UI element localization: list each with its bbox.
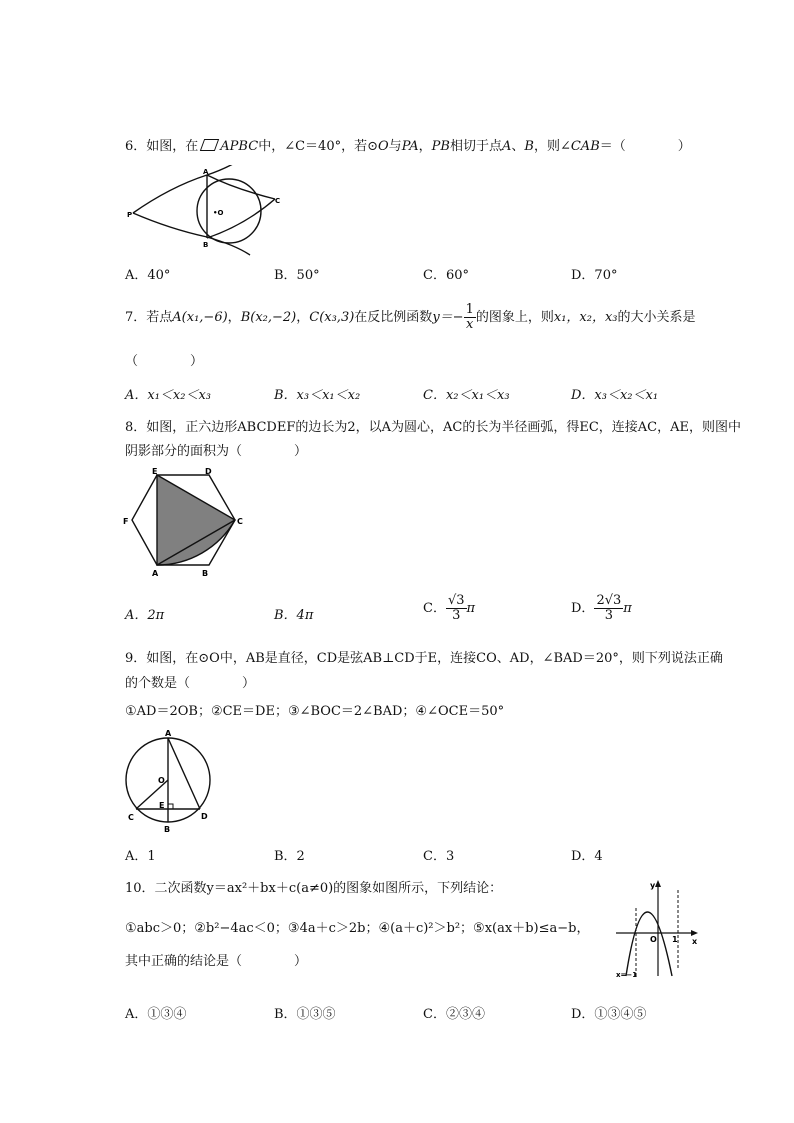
label-b: B bbox=[164, 825, 171, 834]
fraction-denominator: x bbox=[466, 317, 474, 332]
label-b: B bbox=[203, 241, 209, 249]
q6-option-b[interactable]: B．50° bbox=[274, 268, 320, 283]
parallelogram-icon bbox=[200, 139, 219, 151]
question-8-line1 bbox=[125, 416, 741, 435]
q10-option-b[interactable]: B．①③⑤ bbox=[274, 1007, 336, 1022]
fraction-one-over-x bbox=[464, 303, 476, 332]
segment-pb: PB bbox=[431, 139, 450, 154]
stem-text: 若点 bbox=[146, 310, 173, 325]
stem-text: 的图象上，则 bbox=[475, 310, 554, 325]
q6-option-c[interactable]: C．60° bbox=[423, 268, 469, 283]
stem-text: ，则∠ bbox=[533, 139, 571, 154]
q7-option-a[interactable]: A．x₁＜x₂＜x₃ bbox=[125, 388, 212, 403]
given-angle: ∠C＝40° bbox=[284, 139, 342, 154]
point-a-coords: A(x₁,−6) bbox=[172, 310, 228, 325]
q9-option-b[interactable]: B．2 bbox=[274, 849, 305, 864]
point-b-coords: B(x₂,−2) bbox=[240, 310, 297, 325]
angle-cab: CAB bbox=[570, 139, 600, 154]
stem-text: 、 bbox=[511, 139, 525, 154]
figure-q10-parabola bbox=[612, 878, 704, 978]
shape-name: APBC bbox=[220, 139, 259, 154]
label-f: F bbox=[123, 517, 129, 526]
pi-symbol: π bbox=[623, 601, 632, 616]
question-number: 7． bbox=[125, 310, 147, 325]
stem-text: 如图，在⊙O中，AB是直径，CD是弦AB⊥CD于E，连接CO、AD，∠BAD＝20°，则下列说法正确 bbox=[146, 651, 723, 666]
question-6-stem bbox=[125, 137, 725, 157]
question-7-stem bbox=[125, 303, 725, 333]
label-d: D bbox=[205, 467, 212, 476]
question-number: 8． bbox=[125, 420, 147, 435]
label-c: C bbox=[128, 813, 134, 822]
circle-name: O bbox=[378, 139, 389, 154]
question-10-line1 bbox=[125, 877, 502, 896]
fraction-numerator: √3 bbox=[447, 593, 465, 608]
question-9-line1 bbox=[125, 647, 723, 666]
label-a: A bbox=[152, 569, 159, 578]
function-lhs: y＝− bbox=[432, 310, 464, 325]
stem-text: 二次函数y＝ax²＋bx＋c(a≠0)的图象如图所示，下列结论： bbox=[154, 881, 503, 896]
label-d: D bbox=[201, 812, 208, 821]
stem-text: 的大小关系是 bbox=[617, 310, 696, 325]
label-o: O bbox=[650, 935, 657, 944]
segment-pa: PA bbox=[401, 139, 419, 154]
label-y: y bbox=[650, 881, 656, 890]
q10-option-a[interactable]: A．①③④ bbox=[125, 1007, 187, 1022]
label-e: E bbox=[152, 467, 158, 476]
label-axis-x-neg1: x=−1 bbox=[616, 971, 638, 978]
question-10-line3: 其中正确的结论是（ ） bbox=[125, 954, 308, 969]
option-prefix: C． bbox=[423, 601, 446, 616]
q7-option-d[interactable]: D．x₃＜x₂＜x₁ bbox=[571, 388, 659, 403]
question-9-statements: ①AD＝2OB；②CE＝DE；③∠BOC＝2∠BAD；④∠OCE＝50° bbox=[125, 704, 505, 719]
point-a: A bbox=[501, 139, 512, 154]
label-c: C bbox=[237, 517, 243, 526]
question-number: 6． bbox=[125, 139, 147, 154]
label-o: •O bbox=[213, 209, 224, 217]
stem-text: ， bbox=[418, 139, 432, 154]
fraction-numerator: 1 bbox=[465, 302, 474, 317]
label-a: A bbox=[203, 168, 209, 176]
q8-option-a[interactable]: A．2π bbox=[125, 608, 165, 623]
fraction-denominator: 3 bbox=[452, 608, 461, 623]
question-number: 9． bbox=[125, 651, 147, 666]
point-c-coords: C(x₃,3) bbox=[309, 310, 355, 325]
q8-option-d[interactable] bbox=[571, 594, 632, 623]
q8-option-b[interactable]: B．4π bbox=[274, 608, 314, 623]
q9-option-d[interactable]: D．4 bbox=[571, 849, 603, 864]
question-7-blank: （ ） bbox=[125, 354, 204, 369]
stem-text: 中， bbox=[258, 139, 285, 154]
stem-text: ，若⊙ bbox=[341, 139, 378, 154]
label-x: x bbox=[692, 937, 698, 946]
question-9-line2: 的个数是（ ） bbox=[125, 676, 256, 691]
option-prefix: D． bbox=[571, 601, 595, 616]
label-o: O bbox=[158, 776, 165, 785]
fraction-denominator: 3 bbox=[604, 608, 613, 623]
separator: ， bbox=[296, 310, 310, 325]
fraction bbox=[446, 594, 467, 623]
separator: ， bbox=[227, 310, 241, 325]
figure-q8-hexagon bbox=[122, 465, 247, 580]
stem-text: 如图，正六边形ABCDEF的边长为2，以A为圆心，AC的长为半径画弧，得EC，连接AC，AE，则图中 bbox=[146, 420, 741, 435]
q6-option-d[interactable]: D．70° bbox=[571, 268, 618, 283]
pi-symbol: π bbox=[466, 601, 476, 616]
q8-option-c[interactable] bbox=[423, 594, 475, 623]
q6-option-a[interactable]: A．40° bbox=[125, 268, 171, 283]
figure-q9-circle bbox=[122, 725, 218, 835]
question-8-line2: 阴影部分的面积为（ ） bbox=[125, 444, 308, 459]
stem-text: 相切于点 bbox=[449, 139, 502, 154]
fraction bbox=[594, 594, 623, 623]
label-a: A bbox=[165, 729, 172, 738]
label-one: 1 bbox=[672, 935, 678, 944]
fraction-numerator: 2√3 bbox=[596, 593, 622, 608]
stem-text: 与 bbox=[388, 139, 402, 154]
label-b: B bbox=[202, 569, 209, 578]
q10-option-d[interactable]: D．①③④⑤ bbox=[571, 1007, 647, 1022]
q9-option-c[interactable]: C．3 bbox=[423, 849, 455, 864]
stem-text: 如图，在 bbox=[146, 139, 199, 154]
label-e: E bbox=[159, 801, 165, 810]
stem-text: 在反比例函数 bbox=[354, 310, 433, 325]
q9-option-a[interactable]: A．1 bbox=[125, 849, 156, 864]
variables: x₁，x₂，x₃ bbox=[553, 310, 618, 325]
figure-q6-tangent-circle bbox=[125, 165, 285, 257]
point-b: B bbox=[524, 139, 534, 154]
answer-blank: ＝（ ） bbox=[599, 139, 691, 154]
label-c: C bbox=[275, 197, 281, 205]
question-10-statements: ①abc＞0；②b²−4ac＜0；③4a＋c＞2b；④(a＋c)²＞b²；⑤x(ax＋b)≤a−b， bbox=[125, 921, 590, 936]
label-p: P bbox=[127, 211, 133, 219]
q7-option-c[interactable]: C．x₂＜x₁＜x₃ bbox=[423, 388, 510, 403]
q7-option-b[interactable]: B．x₃＜x₁＜x₂ bbox=[274, 388, 361, 403]
q10-option-c[interactable]: C．②③④ bbox=[423, 1007, 485, 1022]
question-number: 10． bbox=[125, 881, 155, 896]
